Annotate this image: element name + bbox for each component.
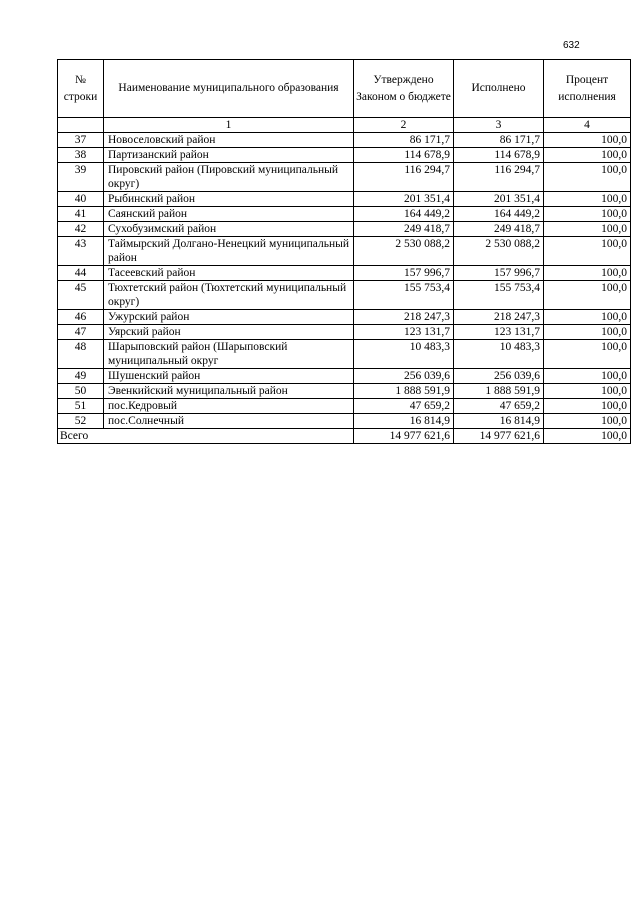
- row-number: 39: [58, 163, 104, 192]
- row-executed: 157 996,7: [454, 266, 544, 281]
- row-executed: 10 483,3: [454, 340, 544, 369]
- row-number: 49: [58, 369, 104, 384]
- row-approved: 164 449,2: [354, 207, 454, 222]
- row-percent: 100,0: [544, 207, 631, 222]
- table-row: [58, 148, 631, 163]
- row-number: 46: [58, 310, 104, 325]
- row-executed: 256 039,6: [454, 369, 544, 384]
- total-percent: 100,0: [544, 429, 631, 444]
- table-row: [58, 207, 631, 222]
- header-percent: Процент исполнения: [544, 60, 631, 118]
- row-percent: 100,0: [544, 148, 631, 163]
- row-percent: 100,0: [544, 310, 631, 325]
- row-name: Ужурский район: [104, 310, 354, 325]
- row-percent: 100,0: [544, 237, 631, 266]
- column-index-cell: 2: [354, 118, 454, 133]
- total-approved: 14 977 621,6: [354, 429, 454, 444]
- table-row: [58, 384, 631, 399]
- row-name: пос.Солнечный: [104, 414, 354, 429]
- row-name: Новоселовский район: [104, 133, 354, 148]
- row-name: Таймырский Долгано-Ненецкий муниципальный район: [104, 237, 354, 266]
- column-index-cell: 4: [544, 118, 631, 133]
- row-approved: 16 814,9: [354, 414, 454, 429]
- row-number: 50: [58, 384, 104, 399]
- table-row: [58, 192, 631, 207]
- row-percent: 100,0: [544, 222, 631, 237]
- table-row: [58, 222, 631, 237]
- row-percent: 100,0: [544, 399, 631, 414]
- row-approved: 2 530 088,2: [354, 237, 454, 266]
- row-name: Шушенский район: [104, 369, 354, 384]
- row-percent: 100,0: [544, 133, 631, 148]
- row-percent: 100,0: [544, 266, 631, 281]
- row-executed: 47 659,2: [454, 399, 544, 414]
- row-executed: 16 814,9: [454, 414, 544, 429]
- row-number: 51: [58, 399, 104, 414]
- table-row: [58, 266, 631, 281]
- column-index-cell: 3: [454, 118, 544, 133]
- row-executed: 123 131,7: [454, 325, 544, 340]
- row-number: 43: [58, 237, 104, 266]
- table-row: [58, 369, 631, 384]
- page-number: 632: [563, 40, 580, 51]
- row-executed: 249 418,7: [454, 222, 544, 237]
- row-percent: 100,0: [544, 384, 631, 399]
- header-row: [58, 60, 631, 118]
- row-approved: 155 753,4: [354, 281, 454, 310]
- row-number: 42: [58, 222, 104, 237]
- row-name: Тасеевский район: [104, 266, 354, 281]
- table-row: [58, 133, 631, 148]
- row-approved: 47 659,2: [354, 399, 454, 414]
- row-approved: 201 351,4: [354, 192, 454, 207]
- row-number: 44: [58, 266, 104, 281]
- table-body: [58, 133, 631, 444]
- row-name: Уярский район: [104, 325, 354, 340]
- row-percent: 100,0: [544, 414, 631, 429]
- row-name: Сухобузимский район: [104, 222, 354, 237]
- row-name: Пировский район (Пировский муниципальный округ): [104, 163, 354, 192]
- row-number: 41: [58, 207, 104, 222]
- row-number: 37: [58, 133, 104, 148]
- row-number: 45: [58, 281, 104, 310]
- row-executed: 218 247,3: [454, 310, 544, 325]
- total-executed: 14 977 621,6: [454, 429, 544, 444]
- budget-table: [57, 59, 631, 444]
- column-index-cell: 1: [104, 118, 354, 133]
- row-executed: 164 449,2: [454, 207, 544, 222]
- row-executed: 86 171,7: [454, 133, 544, 148]
- table-row: [58, 237, 631, 266]
- table-row: [58, 340, 631, 369]
- table-row: [58, 325, 631, 340]
- header-name: Наименование муниципального образования: [104, 60, 354, 118]
- row-number: 48: [58, 340, 104, 369]
- header-approved: Утверждено Законом о бюджете: [354, 60, 454, 118]
- row-name: Рыбинский район: [104, 192, 354, 207]
- header-executed: Исполнено: [454, 60, 544, 118]
- row-name: Шарыповский район (Шарыповский муниципальный округ: [104, 340, 354, 369]
- row-approved: 1 888 591,9: [354, 384, 454, 399]
- row-name: Партизанский район: [104, 148, 354, 163]
- row-name: Саянский район: [104, 207, 354, 222]
- row-number: 52: [58, 414, 104, 429]
- row-approved: 123 131,7: [354, 325, 454, 340]
- total-label: Всего: [58, 429, 354, 444]
- total-row: [58, 429, 631, 444]
- row-percent: 100,0: [544, 281, 631, 310]
- row-number: 38: [58, 148, 104, 163]
- row-executed: 2 530 088,2: [454, 237, 544, 266]
- row-executed: 155 753,4: [454, 281, 544, 310]
- row-number: 47: [58, 325, 104, 340]
- row-executed: 1 888 591,9: [454, 384, 544, 399]
- row-approved: 86 171,7: [354, 133, 454, 148]
- row-percent: 100,0: [544, 163, 631, 192]
- row-percent: 100,0: [544, 369, 631, 384]
- row-percent: 100,0: [544, 325, 631, 340]
- row-executed: 116 294,7: [454, 163, 544, 192]
- row-approved: 10 483,3: [354, 340, 454, 369]
- row-approved: 114 678,9: [354, 148, 454, 163]
- column-index-cell: [58, 118, 104, 133]
- row-name: Эвенкийский муниципальный район: [104, 384, 354, 399]
- table-row: [58, 414, 631, 429]
- column-index-row: [58, 118, 631, 133]
- row-approved: 157 996,7: [354, 266, 454, 281]
- table-row: [58, 310, 631, 325]
- row-number: 40: [58, 192, 104, 207]
- row-percent: 100,0: [544, 340, 631, 369]
- row-percent: 100,0: [544, 192, 631, 207]
- table-row: [58, 281, 631, 310]
- row-executed: 114 678,9: [454, 148, 544, 163]
- table-row: [58, 163, 631, 192]
- row-name: пос.Кедровый: [104, 399, 354, 414]
- header-num: № строки: [58, 60, 104, 118]
- table-row: [58, 399, 631, 414]
- row-approved: 249 418,7: [354, 222, 454, 237]
- row-approved: 218 247,3: [354, 310, 454, 325]
- row-approved: 116 294,7: [354, 163, 454, 192]
- row-approved: 256 039,6: [354, 369, 454, 384]
- row-executed: 201 351,4: [454, 192, 544, 207]
- row-name: Тюхтетский район (Тюхтетский муниципальный округ): [104, 281, 354, 310]
